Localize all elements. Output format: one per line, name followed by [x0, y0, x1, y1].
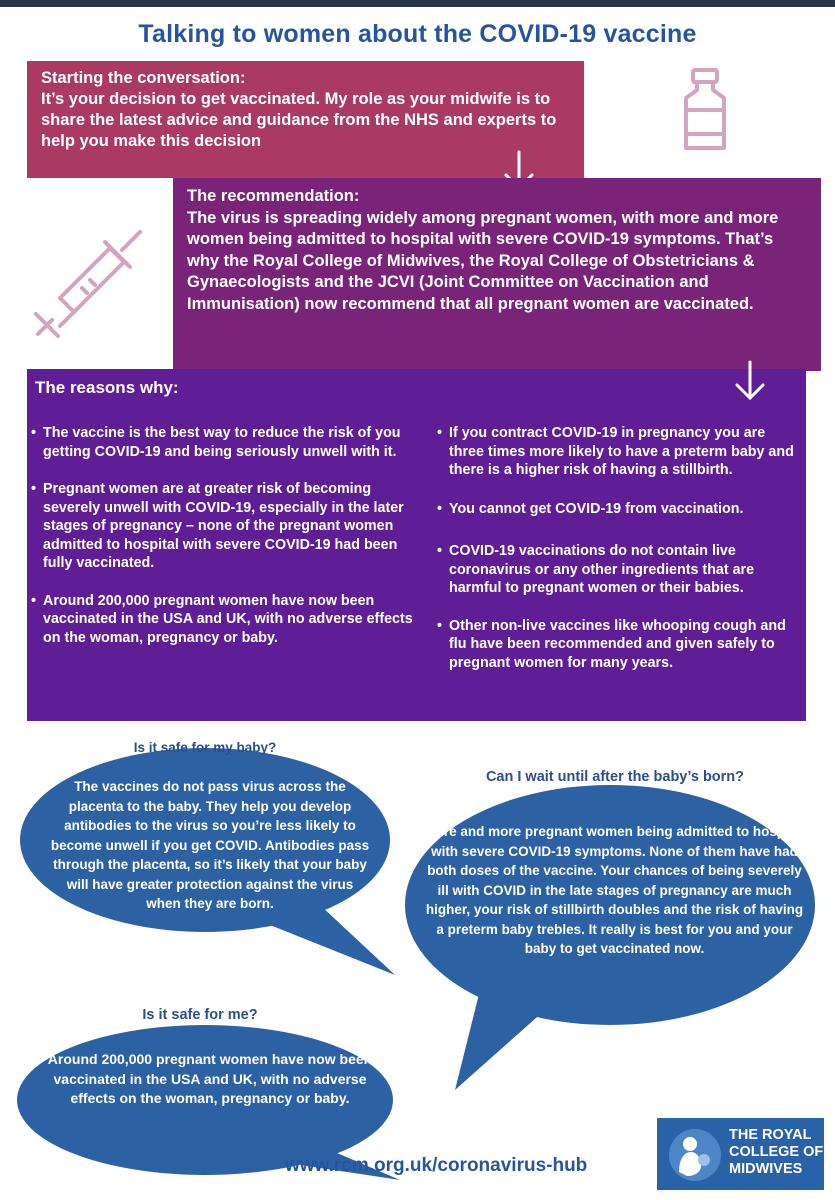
top-bar: [0, 0, 835, 7]
recommendation-body: The virus is spreading widely among pregnant women, with more and more women being admitted to hospital with severe COVID-19 symptoms. That’s why the Royal College of Midwives, the Royal College of Obstetricians & Gynaecologists and the JCVI (Joint Committee on Vaccination and Immunisation) now recommend that all pregnant women are vaccinated.: [187, 208, 779, 313]
conversation-body: It’s your decision to get vaccinated. My role as your midwife is to share the latest advice and guidance from the NHS and experts to help you make this decision: [41, 90, 557, 150]
reason-item: • You cannot get COVID-19 from vaccination.: [437, 500, 744, 517]
reasons-box: [27, 369, 806, 721]
footer-url[interactable]: www.rcm.org.uk/coronavirus-hub: [285, 1155, 588, 1176]
midwife-logo-icon: [667, 1126, 723, 1184]
reasons-heading: The reasons why:: [35, 378, 179, 397]
bullet-icon: •: [31, 592, 37, 609]
rcm-logo: [657, 1118, 824, 1190]
down-arrow-icon: [733, 360, 767, 402]
reasons-left-column: [31, 424, 421, 666]
reason-item: • The vaccine is the best way to reduce the risk of you getting COVID-19 and being seriously unwell with it.: [31, 425, 401, 460]
bullet-icon: •: [437, 500, 443, 517]
syringe-icon: [30, 222, 150, 342]
reason-item: • If you contract COVID-19 in pregnancy you are three times more likely to have a preterm baby and there is a higher risk of having a stillbirth.: [437, 425, 794, 478]
reason-item: • Pregnant women are at greater risk of becoming severely unwell with COVID-19, especially in the later stages of pregnancy – none of the pregnant women admitted to hospital with severe COVID-19 had been fully vaccinated.: [31, 481, 404, 571]
logo-line-1: THE ROYAL: [729, 1127, 812, 1143]
recommendation-box: [173, 178, 821, 371]
recommendation-heading: The recommendation:: [187, 187, 360, 205]
reason-item: • Other non-live vaccines like whooping cough and flu have been recommended and given safely to pregnant women for many years.: [437, 617, 786, 671]
reason-item: • Around 200,000 pregnant women have now been vaccinated in the USA and UK, with no adverse effects on the woman, pregnancy or baby.: [31, 592, 413, 646]
bullet-icon: •: [31, 481, 37, 497]
logo-line-2: COLLEGE OF: [729, 1144, 824, 1160]
conversation-box: [27, 61, 584, 178]
vaccine-vial-icon: [672, 66, 738, 154]
bullet-icon: •: [437, 543, 443, 559]
faq-answer-wait: More and more pregnant women being admitted to hospital with severe COVID-19 symptoms. None of them have had both doses of the vaccine. Your chances of being severely ill with COVID in the late stages of pregnancy are much higher, your risk of stillbirth doubles and the risk of having a preterm baby trebles. It really is best for you and your baby to get vaccinated now.: [424, 824, 805, 956]
logo-text: [729, 1127, 823, 1178]
reason-item: • COVID-19 vaccinations do not contain live coronavirus or any other ingredients that are harmful to pregnant women or their babies.: [437, 543, 755, 596]
logo-line-3: MIDWIVES: [729, 1161, 803, 1177]
faq-question-wait: Can I wait until after the baby’s born?: [485, 769, 745, 785]
faq-answer-baby: The vaccines do not pass virus across the placenta to the baby. They help you develop antibodies to the virus so you’re less likely to become unwell if you get COVID. Antibodies pass through the placenta, so it’s likely that your baby will have greater protection against the virus when they are born.: [50, 779, 370, 911]
bullet-icon: •: [31, 425, 37, 441]
bullet-icon: •: [437, 617, 443, 634]
faq-answer-me: Around 200,000 pregnant women have now been vaccinated in the USA and UK, with no adverse effects on the woman, pregnancy or baby.: [47, 1051, 373, 1106]
bullet-icon: •: [437, 425, 443, 441]
conversation-heading: Starting the conversation:: [41, 69, 246, 87]
reasons-right-column: [437, 424, 802, 691]
page-title: Talking to women about the COVID-19 vaccine: [138, 20, 697, 48]
faq-question-me: Is it safe for me?: [142, 1007, 258, 1023]
faq-question-baby: Is it safe for my baby?: [133, 740, 277, 755]
